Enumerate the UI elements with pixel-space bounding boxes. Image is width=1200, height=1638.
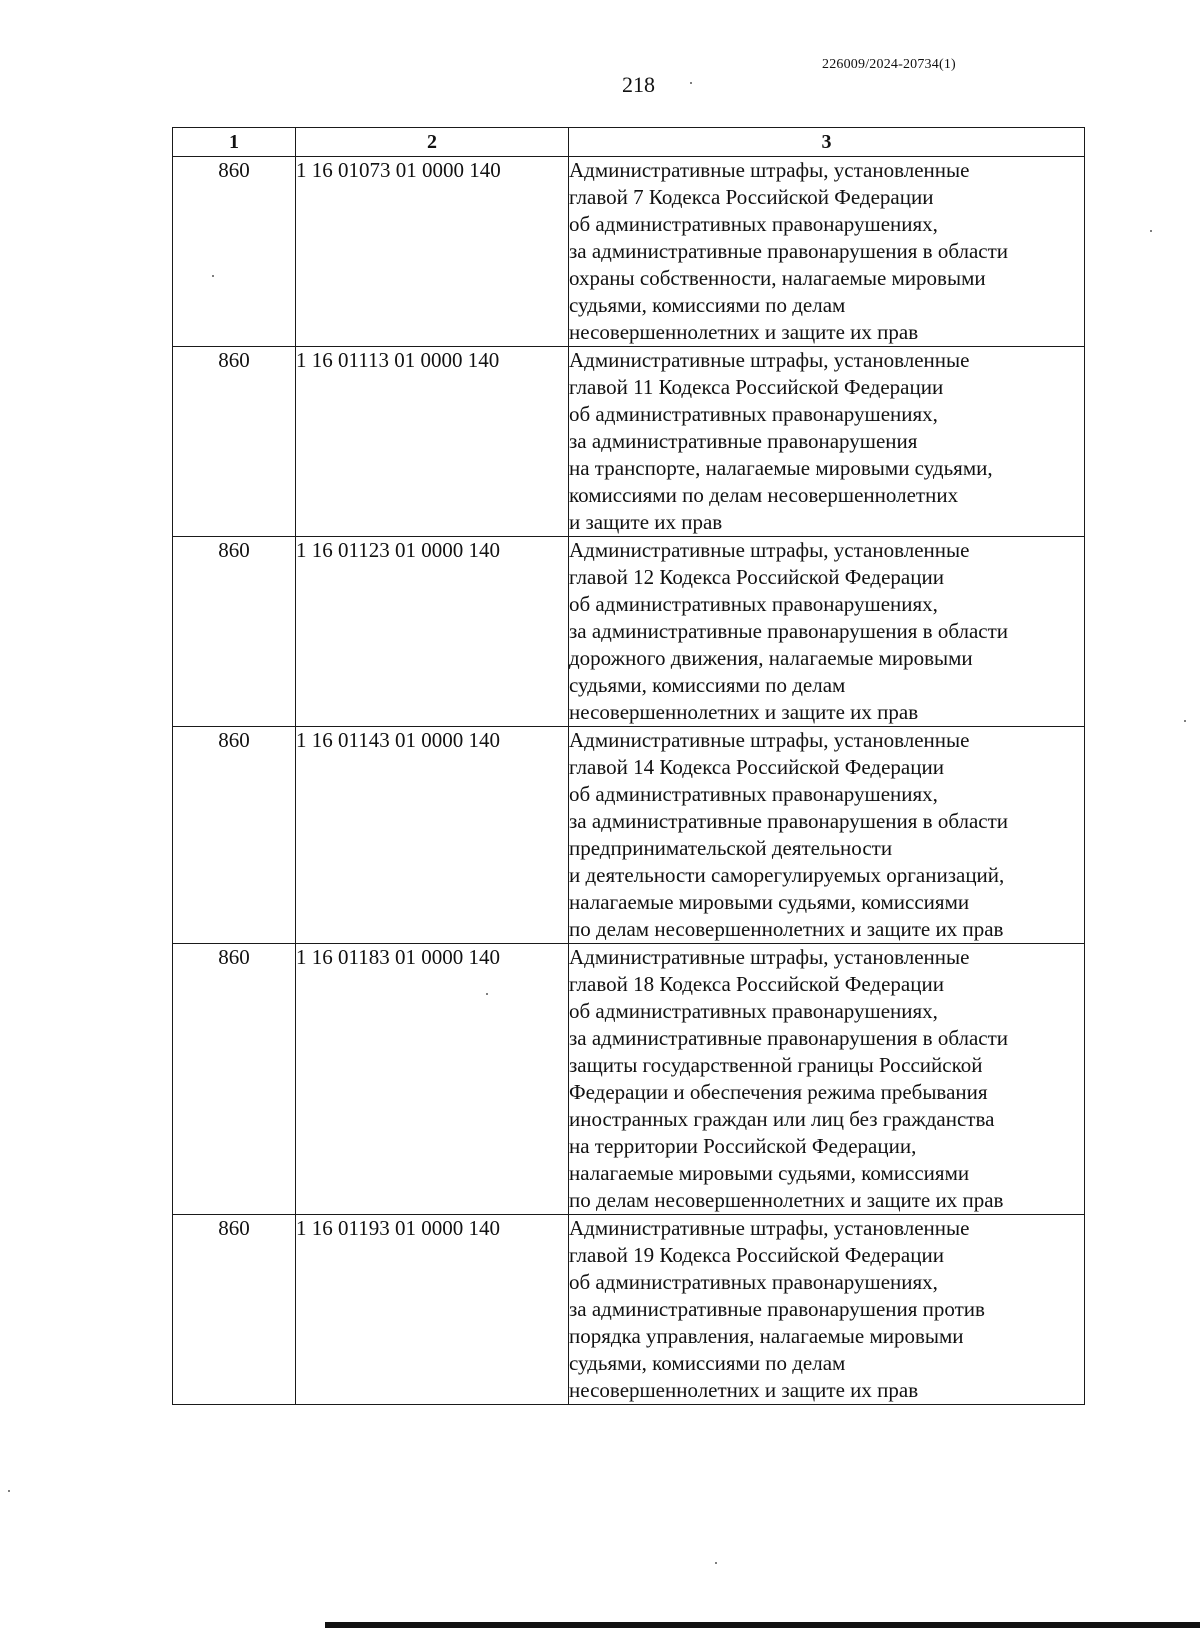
description-line: и деятельности саморегулируемых организаций, xyxy=(569,863,1005,887)
description-line: Административные штрафы, установленные xyxy=(569,945,970,969)
table-row xyxy=(173,944,1085,1215)
description-line: главой 18 Кодекса Российской Федерации xyxy=(569,972,944,996)
scan-speck xyxy=(8,1490,10,1492)
scan-bottom-edge xyxy=(325,1622,1200,1628)
description-line: дорожного движения, налагаемые мировыми xyxy=(569,646,973,670)
scan-speck xyxy=(486,993,488,995)
description-line: несовершеннолетних и защите их прав xyxy=(569,320,919,344)
budget-classification-code-cell: 1 16 01123 01 0000 140 xyxy=(296,537,569,727)
page-number: 218 xyxy=(622,72,655,97)
revenue-description-cell xyxy=(569,1215,1085,1405)
description-line: Федерации и обеспечения режима пребывания xyxy=(569,1080,988,1104)
description-line: по делам несовершеннолетних и защите их прав xyxy=(569,1188,1004,1212)
description-line: за административные правонарушения в области xyxy=(569,619,1009,643)
description-line: главой 7 Кодекса Российской Федерации xyxy=(569,185,934,209)
description-line: защиты государственной границы Российской xyxy=(569,1053,983,1077)
administrator-code-cell: 860 xyxy=(173,157,296,347)
description-line: главой 19 Кодекса Российской Федерации xyxy=(569,1243,944,1267)
table-body xyxy=(173,157,1085,1405)
description-line: на территории Российской Федерации, xyxy=(569,1134,917,1158)
description-line: об административных правонарушениях, xyxy=(569,782,938,806)
scan-speck xyxy=(212,275,214,277)
description-line: за административные правонарушения в области xyxy=(569,809,1009,833)
document-number: 226009/2024-20734(1) xyxy=(822,57,956,72)
description-line: об административных правонарушениях, xyxy=(569,212,938,236)
table-row xyxy=(173,1215,1085,1405)
description-line: и защите их прав xyxy=(569,510,723,534)
description-line: на транспорте, налагаемые мировыми судьями, xyxy=(569,456,993,480)
description-line: об административных правонарушениях, xyxy=(569,592,938,616)
description-line: по делам несовершеннолетних и защите их прав xyxy=(569,917,1004,941)
description-line: судьями, комиссиями по делам xyxy=(569,673,846,697)
revenue-description-cell xyxy=(569,944,1085,1215)
description-line: Административные штрафы, установленные xyxy=(569,348,970,372)
revenue-description-cell xyxy=(569,157,1085,347)
column-header-2: 2 xyxy=(296,128,569,157)
table-row xyxy=(173,347,1085,537)
description-line: несовершеннолетних и защите их прав xyxy=(569,700,919,724)
description-line: предпринимательской деятельности xyxy=(569,836,893,860)
column-header-3: 3 xyxy=(569,128,1085,157)
description-line: судьями, комиссиями по делам xyxy=(569,293,846,317)
description-line: об административных правонарушениях, xyxy=(569,402,938,426)
description-line: охраны собственности, налагаемые мировыми xyxy=(569,266,986,290)
description-line: главой 14 Кодекса Российской Федерации xyxy=(569,755,944,779)
description-line: главой 12 Кодекса Российской Федерации xyxy=(569,565,944,589)
description-line: налагаемые мировыми судьями, комиссиями xyxy=(569,1161,970,1185)
budget-classification-code-cell: 1 16 01073 01 0000 140 xyxy=(296,157,569,347)
table-row xyxy=(173,537,1085,727)
table-row xyxy=(173,727,1085,944)
description-line: главой 11 Кодекса Российской Федерации xyxy=(569,375,944,399)
administrator-code-cell: 860 xyxy=(173,347,296,537)
description-line: за административные правонарушения xyxy=(569,429,918,453)
administrator-code-cell: 860 xyxy=(173,944,296,1215)
description-line: несовершеннолетних и защите их прав xyxy=(569,1378,919,1402)
description-line: Административные штрафы, установленные xyxy=(569,728,970,752)
description-line: за административные правонарушения против xyxy=(569,1297,985,1321)
budget-codes-table xyxy=(172,127,1085,1405)
revenue-description-cell xyxy=(569,347,1085,537)
budget-classification-code-cell: 1 16 01143 01 0000 140 xyxy=(296,727,569,944)
administrator-code-cell: 860 xyxy=(173,537,296,727)
revenue-description-cell xyxy=(569,727,1085,944)
column-header-1: 1 xyxy=(173,128,296,157)
table-header-row xyxy=(173,128,1085,157)
budget-classification-code-cell: 1 16 01193 01 0000 140 xyxy=(296,1215,569,1405)
table-row xyxy=(173,157,1085,347)
description-line: за административные правонарушения в области xyxy=(569,1026,1009,1050)
description-line: иностранных граждан или лиц без гражданства xyxy=(569,1107,995,1131)
description-line: об административных правонарушениях, xyxy=(569,999,938,1023)
description-line: Административные штрафы, установленные xyxy=(569,1216,970,1240)
budget-classification-code-cell: 1 16 01113 01 0000 140 xyxy=(296,347,569,537)
administrator-code-cell: 860 xyxy=(173,1215,296,1405)
scan-speck xyxy=(1184,720,1186,722)
scan-speck xyxy=(1150,230,1152,232)
budget-classification-code-cell: 1 16 01183 01 0000 140 xyxy=(296,944,569,1215)
description-line: Административные штрафы, установленные xyxy=(569,538,970,562)
description-line: комиссиями по делам несовершеннолетних xyxy=(569,483,959,507)
description-line: судьями, комиссиями по делам xyxy=(569,1351,846,1375)
revenue-description-cell xyxy=(569,537,1085,727)
description-line: Административные штрафы, установленные xyxy=(569,158,970,182)
description-line: налагаемые мировыми судьями, комиссиями xyxy=(569,890,970,914)
scan-speck xyxy=(690,82,692,84)
scan-speck xyxy=(715,1562,717,1564)
description-line: порядка управления, налагаемые мировыми xyxy=(569,1324,964,1348)
description-line: об административных правонарушениях, xyxy=(569,1270,938,1294)
description-line: за административные правонарушения в области xyxy=(569,239,1009,263)
administrator-code-cell: 860 xyxy=(173,727,296,944)
